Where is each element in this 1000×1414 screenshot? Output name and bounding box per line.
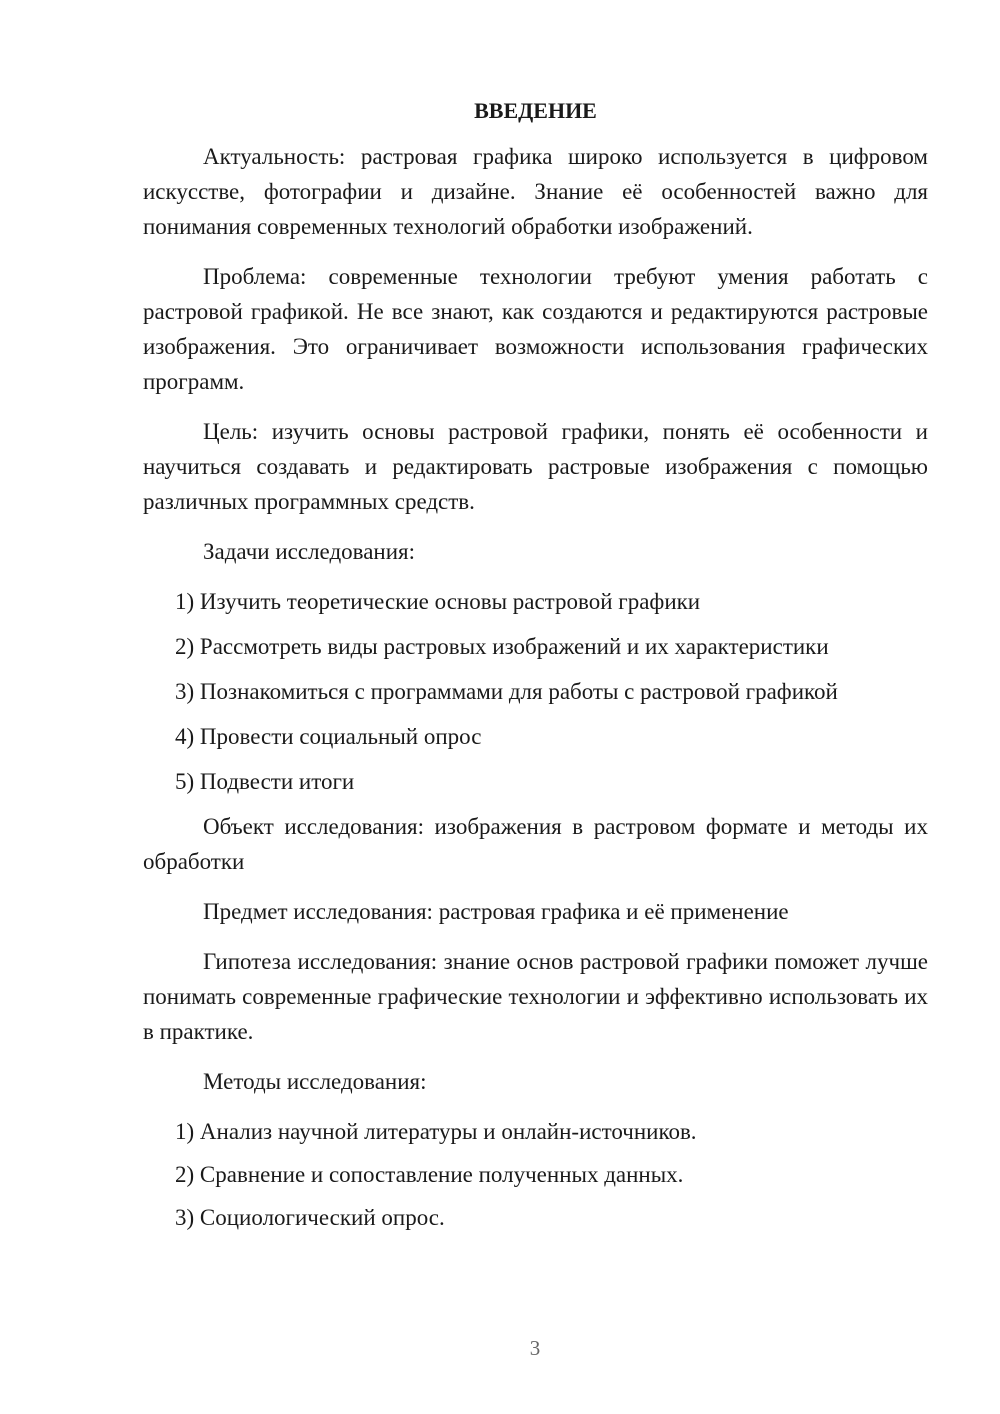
list-item: 5) Подвести итоги (175, 769, 355, 794)
page-content (143, 93, 928, 1243)
tasks-label: Задачи исследования: (203, 539, 416, 564)
section-heading: ВВЕДЕНИЕ (474, 98, 597, 123)
list-item: 1) Изучить теоретические основы растровой графики (175, 589, 701, 614)
relevance-paragraph: Актуальность: растровая графика широко используется в цифровом искусстве, фотографии и дизайне. Знание её особенностей важно для понимания современных технологий обработки изображений. (143, 144, 928, 239)
tasks-list (143, 584, 928, 799)
list-item: 2) Рассмотреть виды растровых изображений и их характеристики (175, 634, 829, 659)
list-item: 2) Сравнение и сопоставление полученных данных. (175, 1162, 684, 1187)
methods-list (143, 1114, 928, 1235)
hypothesis-paragraph: Гипотеза исследования: знание основ растровой графики поможет лучше понимать современные графические технологии и эффективно использовать их в практике. (143, 949, 928, 1044)
page-number: 3 (529, 1336, 541, 1360)
list-item: 1) Анализ научной литературы и онлайн-источников. (175, 1119, 697, 1144)
goal-paragraph: Цель: изучить основы растровой графики, понять её особенности и научиться создавать и редактировать растровые изображения с помощью различных программных средств. (143, 419, 928, 514)
list-item: 3) Социологический опрос. (175, 1205, 445, 1230)
object-paragraph: Объект исследования: изображения в растровом формате и методы их обработки (143, 814, 928, 874)
methods-label: Методы исследования: (203, 1069, 427, 1094)
list-item: 4) Провести социальный опрос (175, 724, 482, 749)
problem-paragraph: Проблема: современные технологии требуют умения работать с растровой графикой. Не все знают, как создаются и редактируются растровые изображения. Это ограничивает возможности использования графических программ. (143, 264, 928, 394)
subject-paragraph: Предмет исследования: растровая графика и её применение (203, 899, 789, 924)
list-item: 3) Познакомиться с программами для работы с растровой графикой (175, 679, 838, 704)
